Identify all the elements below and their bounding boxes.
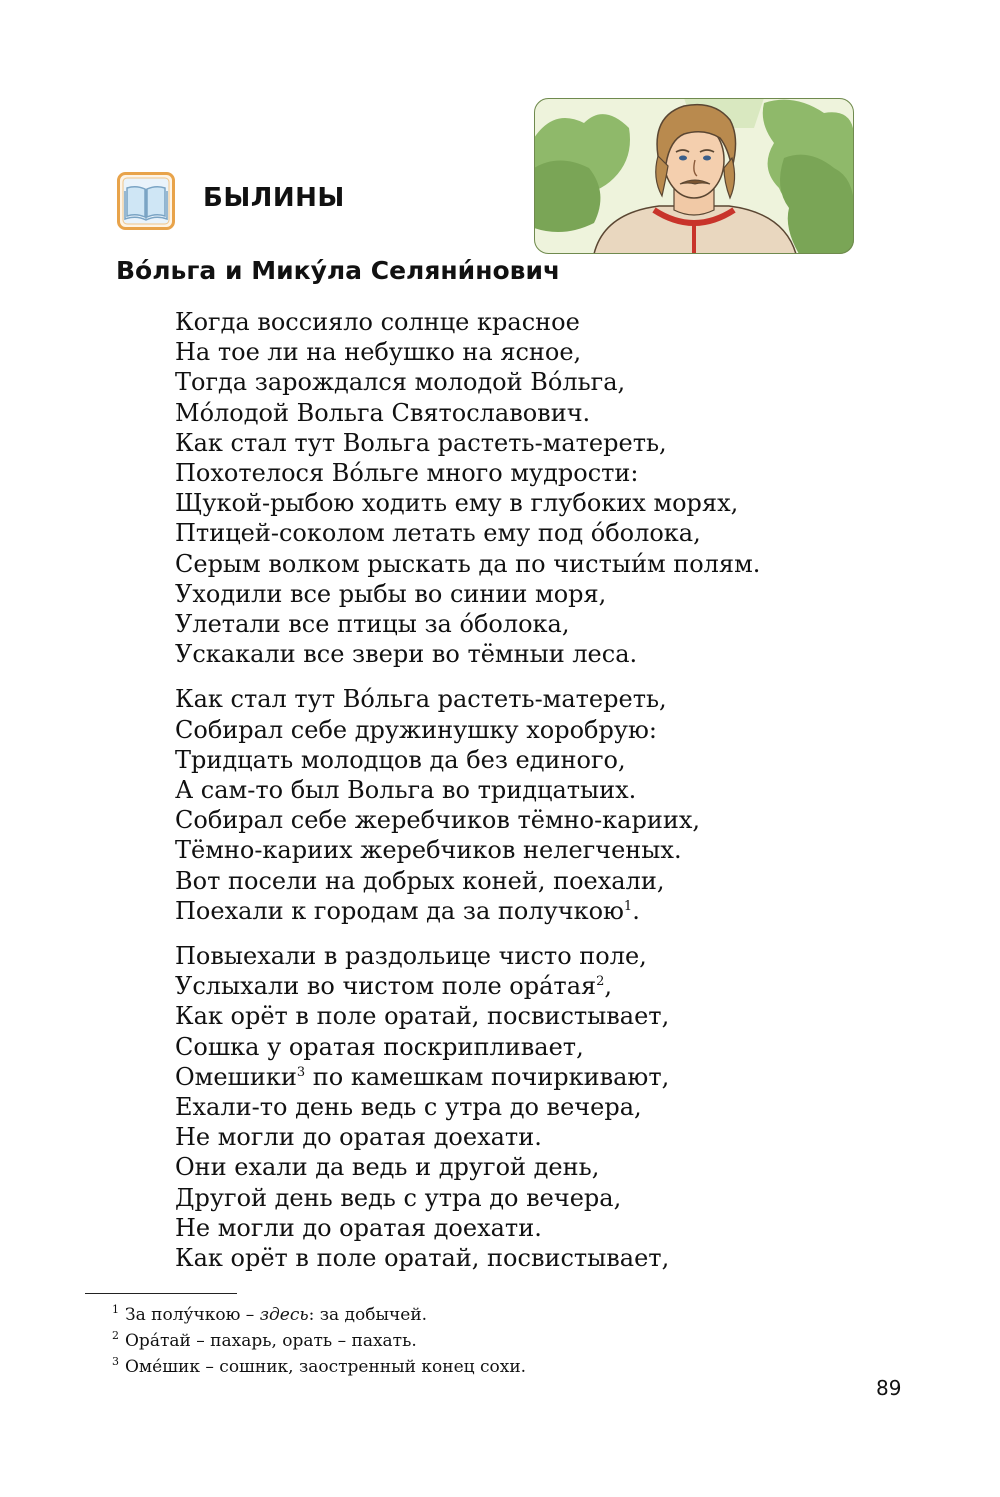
poem-line: Ускакали все звери во тёмныи леса. <box>175 640 638 669</box>
poem-title: Во́льга и Мику́ла Селяни́нович <box>116 256 561 285</box>
poem-line: Собирал себе жеребчиков тёмно-кариих, <box>175 806 701 835</box>
poem-line: Уходили все рыбы во синии моря, <box>175 579 607 608</box>
footnote-3 <box>112 1354 526 1380</box>
poem-line-text: Услыхали во чистом поле ора́тая <box>175 972 597 1001</box>
poem-line <box>175 971 760 1001</box>
poem-line: Серым волком рыскать да по чистыи́м полям. <box>175 549 761 578</box>
footnote-divider <box>85 1293 237 1294</box>
poem-line: Как стал тут Во́льга растеть-матереть, <box>175 685 667 714</box>
poem-line: Тёмно-кариих жеребчиков нелегченых. <box>175 836 682 865</box>
poem-line: Не могли до оратая доехати. <box>175 1123 542 1152</box>
poem-line <box>175 1062 760 1092</box>
poem-body <box>175 307 760 1288</box>
footnote-text: пахарь, орать – пахать. <box>210 1331 417 1351</box>
footnote-text: : за добычей. <box>308 1305 428 1325</box>
punctuation: , <box>604 972 613 1001</box>
poem-line: Улетали все птицы за о́болока, <box>175 610 570 639</box>
poem-line: А сам-то был Вольга во тридцатыих. <box>175 776 637 805</box>
footnotes <box>112 1302 526 1380</box>
poem-line: Мо́лодой Вольга Святославович. <box>175 398 591 427</box>
footnote-ref-2[interactable]: 2 <box>596 974 605 990</box>
footnote-dash: – <box>199 1357 220 1377</box>
footnote-number: 3 <box>112 1355 119 1368</box>
punctuation: . <box>632 896 640 925</box>
stanza-1 <box>175 307 760 669</box>
footnote-dash: – <box>240 1305 260 1325</box>
poem-line: Похотелося Во́льге много мудрости: <box>175 459 639 488</box>
footnote-2 <box>112 1328 526 1354</box>
stanza-3 <box>175 941 760 1273</box>
section-title: БЫЛИНЫ <box>203 183 345 213</box>
footnote-term: Ора́тай <box>125 1331 191 1351</box>
footnote-text: сошник, заостренный конец сохи. <box>219 1357 527 1377</box>
poem-line-text: Омешики <box>175 1062 297 1091</box>
poem-line: Вот посели на добрых коней, поехали, <box>175 866 665 895</box>
footnote-1 <box>112 1302 526 1328</box>
footnote-dash: – <box>190 1331 211 1351</box>
poem-line: Ехали-то день ведь с утра до вечера, <box>175 1093 642 1122</box>
poem-line: Тридцать молодцов да без единого, <box>175 745 626 774</box>
poem-line: Как орёт в поле оратай, посвистывает, <box>175 1002 670 1031</box>
poem-line-text: по камешкам почиркивают, <box>305 1062 670 1091</box>
poem-line <box>175 896 760 926</box>
poem-line: На тое ли на небушко на ясное, <box>175 338 582 367</box>
footnote-number: 1 <box>112 1303 119 1316</box>
poem-line: Как стал тут Вольга растеть-матереть, <box>175 428 667 457</box>
footnote-ref-1[interactable]: 1 <box>623 898 633 914</box>
footnote-qualifier: здесь <box>259 1305 309 1325</box>
bogatyr-portrait-illustration <box>534 98 854 254</box>
footnote-ref-3[interactable]: 3 <box>296 1064 306 1080</box>
poem-line: Не могли до оратая доехати. <box>175 1213 542 1242</box>
poem-line: Птицей-соколом летать ему под о́болока, <box>175 519 701 548</box>
open-book-icon <box>117 172 175 230</box>
poem-line: Как орёт в поле оратай, посвистывает, <box>175 1244 670 1273</box>
poem-line: Повыехали в раздольице чисто поле, <box>175 942 647 971</box>
footnote-term: За полу́чкою <box>125 1305 241 1325</box>
page-number: 89 <box>876 1376 902 1400</box>
poem-line: Они ехали да ведь и другой день, <box>175 1153 600 1182</box>
footnote-number: 2 <box>112 1329 119 1342</box>
stanza-2 <box>175 684 760 926</box>
footnote-term: Оме́шик <box>125 1357 200 1377</box>
poem-line: Щукой-рыбою ходить ему в глубоких морях, <box>175 489 739 518</box>
poem-line: Тогда зарождался молодой Во́льга, <box>175 368 626 397</box>
poem-line-text: Поехали к городам да за получкою <box>175 896 624 925</box>
poem-line: Другой день ведь с утра до вечера, <box>175 1183 622 1212</box>
poem-line: Собирал себе дружинушку хоробрую: <box>175 715 657 744</box>
poem-line: Когда воссияло солнце красное <box>175 308 580 336</box>
poem-line: Сошка у оратая поскрипливает, <box>175 1032 584 1061</box>
